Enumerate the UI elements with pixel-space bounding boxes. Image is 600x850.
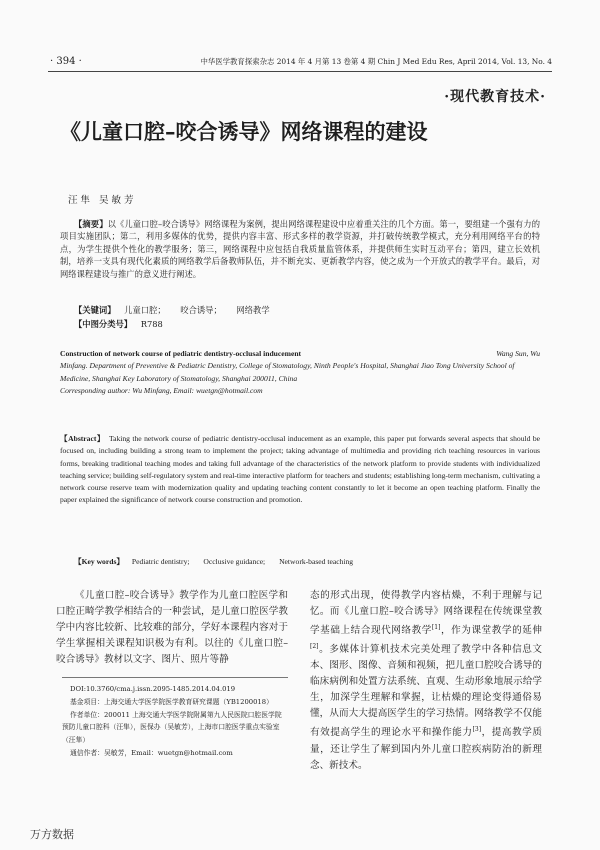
english-header-block bbox=[60, 348, 540, 398]
section-label: ·现代教育技术· bbox=[444, 89, 546, 105]
english-keyword-item: Occlusive guidance; bbox=[203, 557, 266, 566]
correspondence: 通信作者：吴敏芳，Email：wuetgn@hotmail.com bbox=[70, 748, 233, 757]
footnote-block bbox=[62, 683, 288, 760]
class-label: 【中图分类号】 bbox=[74, 319, 133, 329]
keyword-item: 咬合诱导； bbox=[180, 305, 222, 315]
english-affiliation: Minfang. Department of Preventive & Pediatric Dentistry, College of Stomatology, Ninth People's Hospital, Shanghai Jiao Tong University School of Medicine, Shanghai Key Laboratory of Stomatology, Shanghai 200011, China bbox=[60, 361, 515, 383]
english-abstract-label: 【Abstract】 bbox=[60, 434, 105, 443]
reference-marker[interactable]: [3] bbox=[472, 726, 482, 734]
corresponding-author: Corresponding author: Wu Minfang, Email: wuetgn@hotmail.com bbox=[60, 386, 263, 396]
authors: 汪隼 吴敏芳 bbox=[68, 195, 137, 206]
keyword-item: 儿童口腔； bbox=[124, 305, 166, 315]
watermark: 万方数据 bbox=[30, 828, 74, 841]
keyword-item: 网络教学 bbox=[236, 305, 270, 315]
article-title: 《儿童口腔–咬合诱导》网络课程的建设 bbox=[60, 119, 428, 144]
chinese-abstract bbox=[60, 218, 540, 280]
body-paragraph: 态的形式出现，使得教学内容枯燥，不利于理解与记忆。而《儿童口腔–咬合诱导》网络课程在传统课堂教学基础上结合现代网络教学 bbox=[310, 590, 542, 637]
abstract-text: 以《儿童口腔–咬合诱导》网络课程为案例，提出网络课程建设中应着重关注的几个方面。第一，要组建一个强有力的项目实施团队；第二，利用多媒体的优势，提供内容丰富、形式多样的教学资源，并打破传统教学模式，充分利用网络平台的特点，为学生提供个性化的教学服务；第三，网络课程中应包括自我质量监管体系，并提供师生实时互动平台；第四，建立长效机制，培养一支具有现代化素质的网络教学后备教师队伍，并不断充实、更新教学内容，使之成为一个开放式的教学平台。最后，对网络课程建设与推广的意义进行阐述。 bbox=[60, 219, 540, 279]
english-abstract bbox=[60, 433, 540, 507]
fund-info: 基金项目：上海交通大学医学院医学教育研究课题（YB1200018） bbox=[70, 697, 273, 706]
reference-marker[interactable]: [1] bbox=[431, 624, 441, 631]
reference-marker[interactable]: [2] bbox=[310, 643, 319, 651]
body-paragraph: 《儿童口腔–咬合诱导》教学作为儿童口腔医学和口腔正畸学教学相结合的一种尝试，是儿童口腔医学教学中内容比较新、比较难的部分，学好本课程内容对于学生掌握相关课程知识极为有利。以往的《儿童口腔–咬合诱导》教材以文字、图片、照片等静 bbox=[56, 590, 288, 665]
classification-number bbox=[74, 318, 540, 330]
chinese-keywords bbox=[74, 304, 540, 316]
doi: DOI:10.3760/cma.j.issn.2095-1485.2014.04.019 bbox=[70, 685, 236, 693]
page-number: · 394 · bbox=[50, 56, 82, 67]
journal-header: 中华医学教育探索杂志 2014 年 4 月第 13 卷第 4 期 Chin J Med Edu Res, April 2014, Vol. 13, No. 4 bbox=[200, 57, 552, 66]
english-keywords bbox=[74, 556, 365, 567]
english-authors: Wang Sun, Wu bbox=[496, 349, 540, 358]
english-abstract-text: Taking the network course of pediatric dentistry-occlusal inducement as an example, this paper put forwards several aspects that should be focused on, including building a strong team to implement the project; taking advantage of multimedia and providing rich teaching resources in various forms, breaking traditional teaching modes and taking full advantage of the characteristics of the network platform to provide students with individualized teaching service; building self-regulatory system and real-time interactive platform for teachers and students; establishing long-term mechanism, cultivating a network course reserve team with modernization quality and updating teaching content constantly to let it become an open teaching platform. Finally the paper explained the significance of network course construction and promotion. bbox=[60, 434, 540, 505]
body-paragraph: ，提高教学质量，还让学生了解到国内外儿童口腔疾病防治的新理念、新技术。 bbox=[310, 727, 543, 771]
abstract-label: 【摘要】 bbox=[74, 219, 108, 229]
english-title: Construction of network course of pediatric dentistry-occlusal inducement bbox=[60, 349, 302, 358]
body-paragraph: 。多媒体计算机技术完美处理了教学中各种信息文本、图形、图像、音频和视频，把儿童口腔咬合诱导的临床病例和处置方法系统、直观、生动形象地展示给学生，加深学生理解和掌握，让枯燥的理论变得通俗易懂，从而大大提高医学生的学习热情。网络教学不仅能有效提高学生的理论水平和操作能力 bbox=[310, 644, 542, 739]
body-left-column bbox=[56, 588, 288, 668]
english-keyword-item: Pediatric dentistry; bbox=[131, 557, 190, 566]
keywords-label: 【关键词】 bbox=[74, 305, 116, 315]
english-keyword-item: Network-based teaching bbox=[279, 557, 354, 566]
footnote-rule bbox=[62, 677, 288, 678]
english-keywords-label: 【Key words】 bbox=[74, 557, 124, 566]
body-paragraph: ，作为课堂教学的延伸 bbox=[440, 625, 543, 637]
body-right-column bbox=[310, 588, 542, 774]
class-value: R788 bbox=[140, 319, 163, 329]
header-rule bbox=[48, 71, 552, 72]
author-affiliation: 作者单位：200011 上海交通大学医学院附属第九人民医院口腔医学院预防儿童口腔科（汪隼），医保办（吴敏芳），上海市口腔医学重点实验室（汪隼） bbox=[62, 710, 282, 745]
